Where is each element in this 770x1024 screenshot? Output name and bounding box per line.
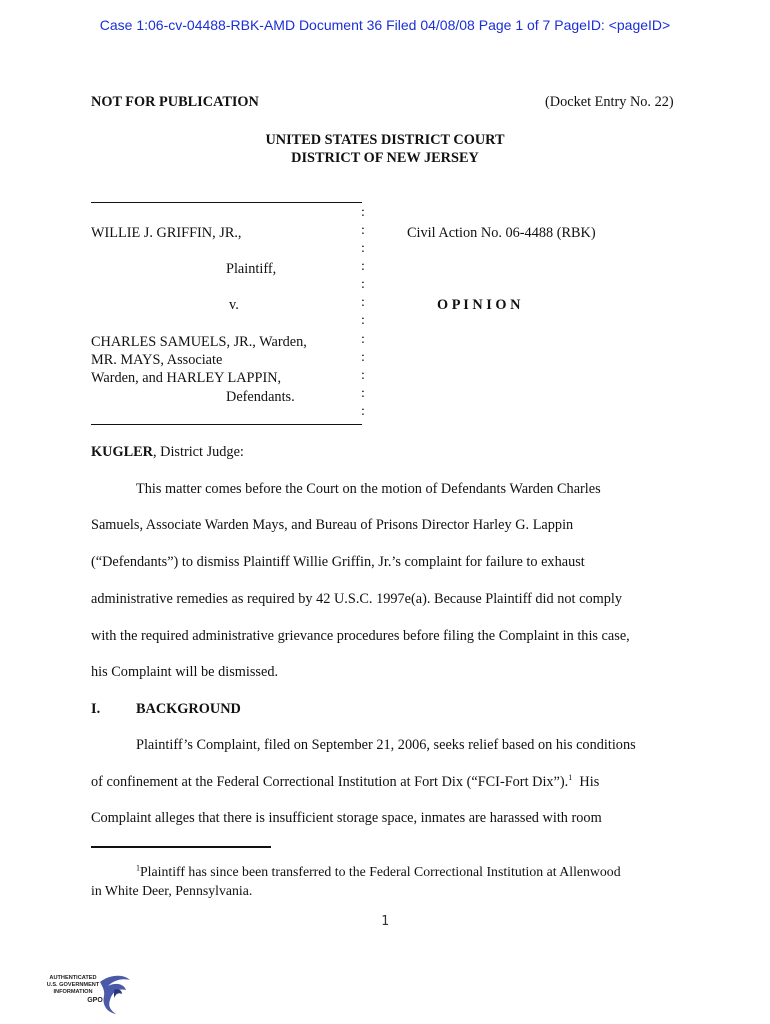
page-number: 1	[381, 914, 389, 929]
plaintiff-label: Plaintiff,	[226, 261, 277, 277]
caption-colon: :	[361, 386, 365, 401]
eagle-icon	[96, 972, 134, 1016]
caption-colon: :	[361, 350, 365, 365]
body-line: This matter comes before the Court on the motion of Defendants Warden Charles	[136, 481, 601, 497]
footnote-line: in White Deer, Pennsylvania.	[91, 883, 253, 898]
gpo-logo-text: AUTHENTICATED	[49, 975, 97, 981]
gpo-authentication-logo	[42, 972, 134, 1016]
caption-top-rule	[91, 202, 362, 203]
body-text: of confinement at the Federal Correctional Institution at Fort Dix (“FCI-Fort Dix”).	[91, 774, 569, 790]
body-line: administrative remedies as required by 42 U.S.C. 1997e(a). Because Plaintiff did not comply	[91, 591, 622, 607]
caption-colon: :	[361, 259, 365, 274]
plaintiff-name: WILLIE J. GRIFFIN, JR.,	[91, 225, 242, 241]
footnote-separator	[91, 846, 271, 848]
body-text: His	[579, 774, 600, 790]
court-district: DISTRICT OF NEW JERSEY	[291, 150, 479, 166]
body-line: with the required administrative grievance procedures before filing the Complaint in this case,	[91, 628, 630, 644]
court-name: UNITED STATES DISTRICT COURT	[265, 132, 505, 148]
body-line: Plaintiff’s Complaint, filed on September 21, 2006, seeks relief based on his conditions	[136, 737, 636, 753]
caption-colon: :	[361, 332, 365, 347]
judge-title: , District Judge:	[152, 444, 244, 460]
civil-action-number: Civil Action No. 06-4488 (RBK)	[407, 225, 596, 241]
judge-line	[91, 444, 244, 461]
docket-entry-label: (Docket Entry No. 22)	[545, 94, 674, 110]
body-line: his Complaint will be dismissed.	[91, 664, 279, 680]
body-line: (“Defendants”) to dismiss Plaintiff Willie Griffin, Jr.’s complaint for failure to exhaust	[91, 554, 585, 570]
caption-colon: :	[361, 223, 365, 238]
body-line: Samuels, Associate Warden Mays, and Bureau of Prisons Director Harley G. Lappin	[91, 517, 574, 533]
caption-colon: :	[361, 277, 365, 292]
not-for-publication-label: NOT FOR PUBLICATION	[91, 94, 259, 110]
body-line: Complaint alleges that there is insufficient storage space, inmates are harassed with room	[91, 810, 602, 826]
section-number: I.	[91, 701, 101, 717]
caption-colon: :	[361, 205, 365, 220]
caption-colon: :	[361, 368, 365, 383]
caption-colon: :	[361, 404, 365, 419]
caption-colon: :	[361, 295, 365, 310]
gpo-logo-text: INFORMATION	[53, 989, 93, 995]
case-header-stamp: Case 1:06-cv-04488-RBK-AMD Document 36 Filed 04/08/08 Page 1 of 7 PageID: <pageID>	[99, 17, 671, 33]
footnote-reference[interactable]: 1	[568, 773, 573, 783]
defendants-line-3: Warden, and HARLEY LAPPIN,	[91, 370, 282, 386]
caption-colon: :	[361, 241, 365, 256]
body-line	[91, 774, 599, 791]
judge-name: KUGLER	[91, 444, 153, 460]
caption-colon: :	[361, 313, 365, 328]
defendants-line-1: CHARLES SAMUELS, JR., Warden,	[91, 334, 307, 350]
versus-label: v.	[229, 297, 239, 313]
section-heading: BACKGROUND	[136, 701, 241, 717]
opinion-title: O P I N I O N	[437, 297, 521, 313]
defendants-line-2: MR. MAYS, Associate	[91, 352, 223, 368]
gpo-logo-text: U.S. GOVERNMENT	[46, 982, 100, 988]
footnote-marker: 1	[136, 863, 140, 873]
defendants-label: Defendants.	[226, 389, 295, 405]
footnote-line: $^1$Plaintiff has since been transferred to the Federal Correctional Institution at Allenwood	[136, 863, 621, 879]
caption-bottom-rule	[91, 424, 362, 425]
gpo-logo-text: GPO	[87, 997, 103, 1004]
